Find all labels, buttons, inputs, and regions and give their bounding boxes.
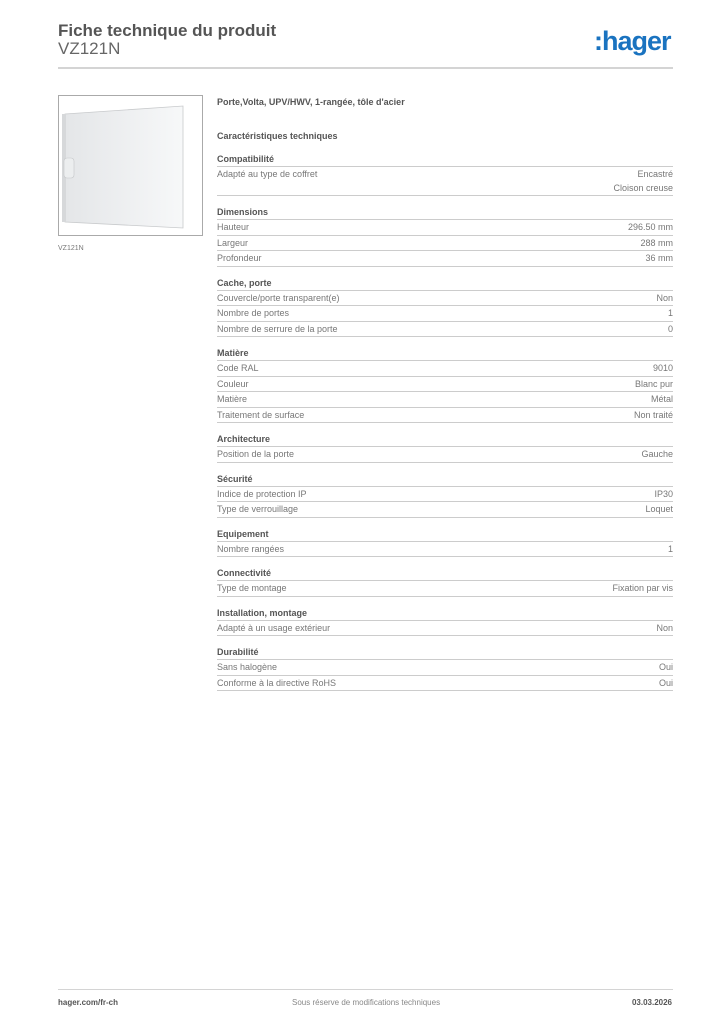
spec-section [217, 472, 673, 518]
spec-label: Hauteur [217, 222, 250, 232]
spec-section [217, 606, 673, 637]
spec-value: 296.50 mm [627, 222, 673, 232]
spec-value: IP30 [654, 488, 673, 499]
spec-value: 0 [667, 323, 673, 334]
spec-value: Non [656, 292, 673, 303]
spec-row [217, 236, 673, 252]
image-caption: VZ121N [58, 245, 84, 252]
specs-table [217, 152, 673, 700]
spec-value: 1 [667, 308, 673, 318]
header-divider [58, 67, 673, 69]
spec-value: Oui [658, 662, 673, 672]
footer-date: 03.03.2026 [631, 998, 672, 1007]
spec-label: Indice de protection IP [217, 488, 307, 499]
spec-value: Métal [650, 394, 673, 404]
spec-value: Loquet [645, 504, 673, 514]
spec-label: Sans halogène [217, 662, 278, 672]
page-title: Fiche technique du produit [58, 21, 277, 40]
spec-row [217, 377, 673, 393]
spec-label: Adapté au type de coffret [217, 169, 318, 179]
spec-row [217, 676, 673, 692]
spec-row [217, 660, 673, 676]
product-description: Porte,Volta, UPV/HWV, 1-rangée, tôle d'acier [217, 97, 405, 107]
spec-row [217, 392, 673, 408]
product-code: VZ121N [58, 39, 121, 58]
spec-row [217, 361, 673, 377]
spec-value: Blanc pur [634, 378, 673, 389]
spec-section [217, 346, 673, 423]
spec-value: 288 mm [640, 237, 673, 248]
spec-row [217, 251, 673, 267]
spec-label: Matière [217, 394, 248, 404]
spec-label: Largeur [217, 237, 249, 248]
spec-label: Nombre de portes [217, 308, 290, 318]
spec-label: Position de la porte [217, 449, 295, 459]
spec-value: Non [656, 622, 673, 633]
spec-section [217, 645, 673, 691]
section-title: Compatibilité [217, 152, 673, 167]
spec-row [217, 291, 673, 307]
door-illustration-icon [59, 96, 202, 235]
footer-divider [58, 989, 673, 990]
spec-row [217, 447, 673, 463]
spec-value: Fixation par vis [612, 583, 673, 593]
footer-website-link[interactable]: hager.com/fr-ch [58, 998, 119, 1007]
spec-value: Gauche [641, 449, 673, 459]
section-title: Connectivité [217, 566, 673, 581]
spec-section [217, 152, 673, 196]
spec-value: Non traité [633, 409, 673, 420]
specs-heading: Caractéristiques techniques [217, 131, 338, 141]
spec-label: Code RAL [217, 363, 259, 373]
product-image [58, 95, 203, 236]
spec-value: 9010 [652, 363, 673, 373]
spec-row [217, 542, 673, 558]
spec-section [217, 432, 673, 463]
spec-row [217, 220, 673, 236]
section-title: Architecture [217, 432, 673, 447]
spec-row [217, 487, 673, 503]
section-title: Durabilité [217, 645, 673, 660]
spec-label: Type de verrouillage [217, 504, 299, 514]
spec-label: Couleur [217, 378, 249, 389]
hager-logo: :hager [594, 26, 671, 56]
spec-label: Adapté à un usage extérieur [217, 622, 331, 633]
spec-value: Oui [658, 677, 673, 688]
spec-section [217, 527, 673, 558]
spec-value: Encastré Cloison creuse [613, 169, 673, 193]
section-title: Sécurité [217, 472, 673, 487]
footer-notice: Sous réserve de modifications techniques [292, 998, 441, 1007]
spec-row [217, 502, 673, 518]
spec-label: Profondeur [217, 253, 262, 263]
spec-row [217, 306, 673, 322]
section-title: Equipement [217, 527, 673, 542]
spec-row [217, 167, 673, 196]
spec-label: Conforme à la directive RoHS [217, 677, 337, 688]
spec-label: Type de montage [217, 583, 287, 593]
spec-row [217, 322, 673, 338]
spec-row [217, 581, 673, 597]
spec-label: Nombre rangées [217, 543, 285, 554]
spec-row [217, 621, 673, 637]
spec-label: Couvercle/porte transparent(e) [217, 292, 340, 303]
section-title: Installation, montage [217, 606, 673, 621]
section-title: Dimensions [217, 205, 673, 220]
spec-value: 36 mm [645, 253, 673, 263]
spec-value: 1 [667, 543, 673, 554]
spec-section [217, 205, 673, 267]
spec-section [217, 566, 673, 597]
section-title: Matière [217, 346, 673, 361]
spec-label: Nombre de serrure de la porte [217, 323, 338, 334]
section-title: Cache, porte [217, 276, 673, 291]
spec-section [217, 276, 673, 338]
spec-row [217, 408, 673, 424]
spec-label: Traitement de surface [217, 409, 305, 420]
